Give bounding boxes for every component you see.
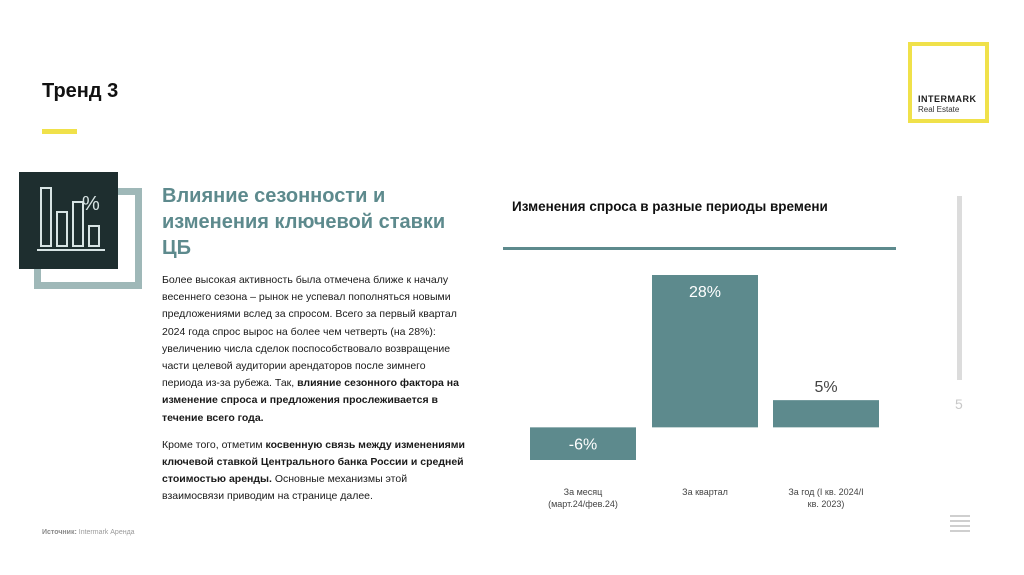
category-label-2: За год (I кв. 2024/I кв. 2023) [788, 487, 864, 509]
paragraph-1-emphasis: влияние сезонного фактора на изменение спроса и предложения прослеживается в течение всего года. [162, 377, 459, 424]
section-heading: Влияние сезонности и изменения ключевой ставки ЦБ [162, 185, 446, 259]
data-label-0: -6% [568, 436, 598, 454]
paragraph-2-text-a: Кроме того, отметим [162, 438, 266, 451]
source-value: Intermark Аренда [78, 529, 135, 536]
scrollbar[interactable] [957, 196, 962, 380]
data-label-2: 5% [814, 379, 838, 397]
chart-title: Изменения спроса в разные периоды времени [512, 199, 828, 214]
bar-2 [773, 400, 879, 427]
paragraph-2-emphasis: косвенную связь между изменениями ключевой ставкой Центрального банка России и средней стоимостью аренды. [162, 438, 465, 486]
page-number: 5 [955, 396, 963, 412]
paragraph-2-text-b: Основные механизмы этой взаимосвязи приводим на странице далее. [162, 473, 408, 503]
data-label-1: 28% [688, 284, 722, 301]
logo-brand: INTERMARK [918, 94, 977, 104]
paragraph-1-text: Более высокая активность была отмечена ближе к началу весеннего сезона – рынок не успевал пополняться новыми предложениями вслед за спросом. Всего за первый квартал 2024 года спрос вырос на более чем четверть (на 28%): увеличению числа сделок поспособствовало возвращение части целевой аудитории арендаторов после зимнего периода из-за рубежа. Так, [162, 274, 457, 390]
percent-glyph: % [82, 193, 100, 215]
page-title: Тренд 3 [42, 80, 119, 102]
logo-subtitle: Real Estate [918, 105, 960, 114]
source-label: Источник: [42, 529, 77, 536]
category-label-1: За квартал [682, 487, 728, 497]
menu-icon[interactable] [950, 515, 970, 531]
category-label-0: За месяц (март.24/фев.24) [548, 487, 618, 509]
